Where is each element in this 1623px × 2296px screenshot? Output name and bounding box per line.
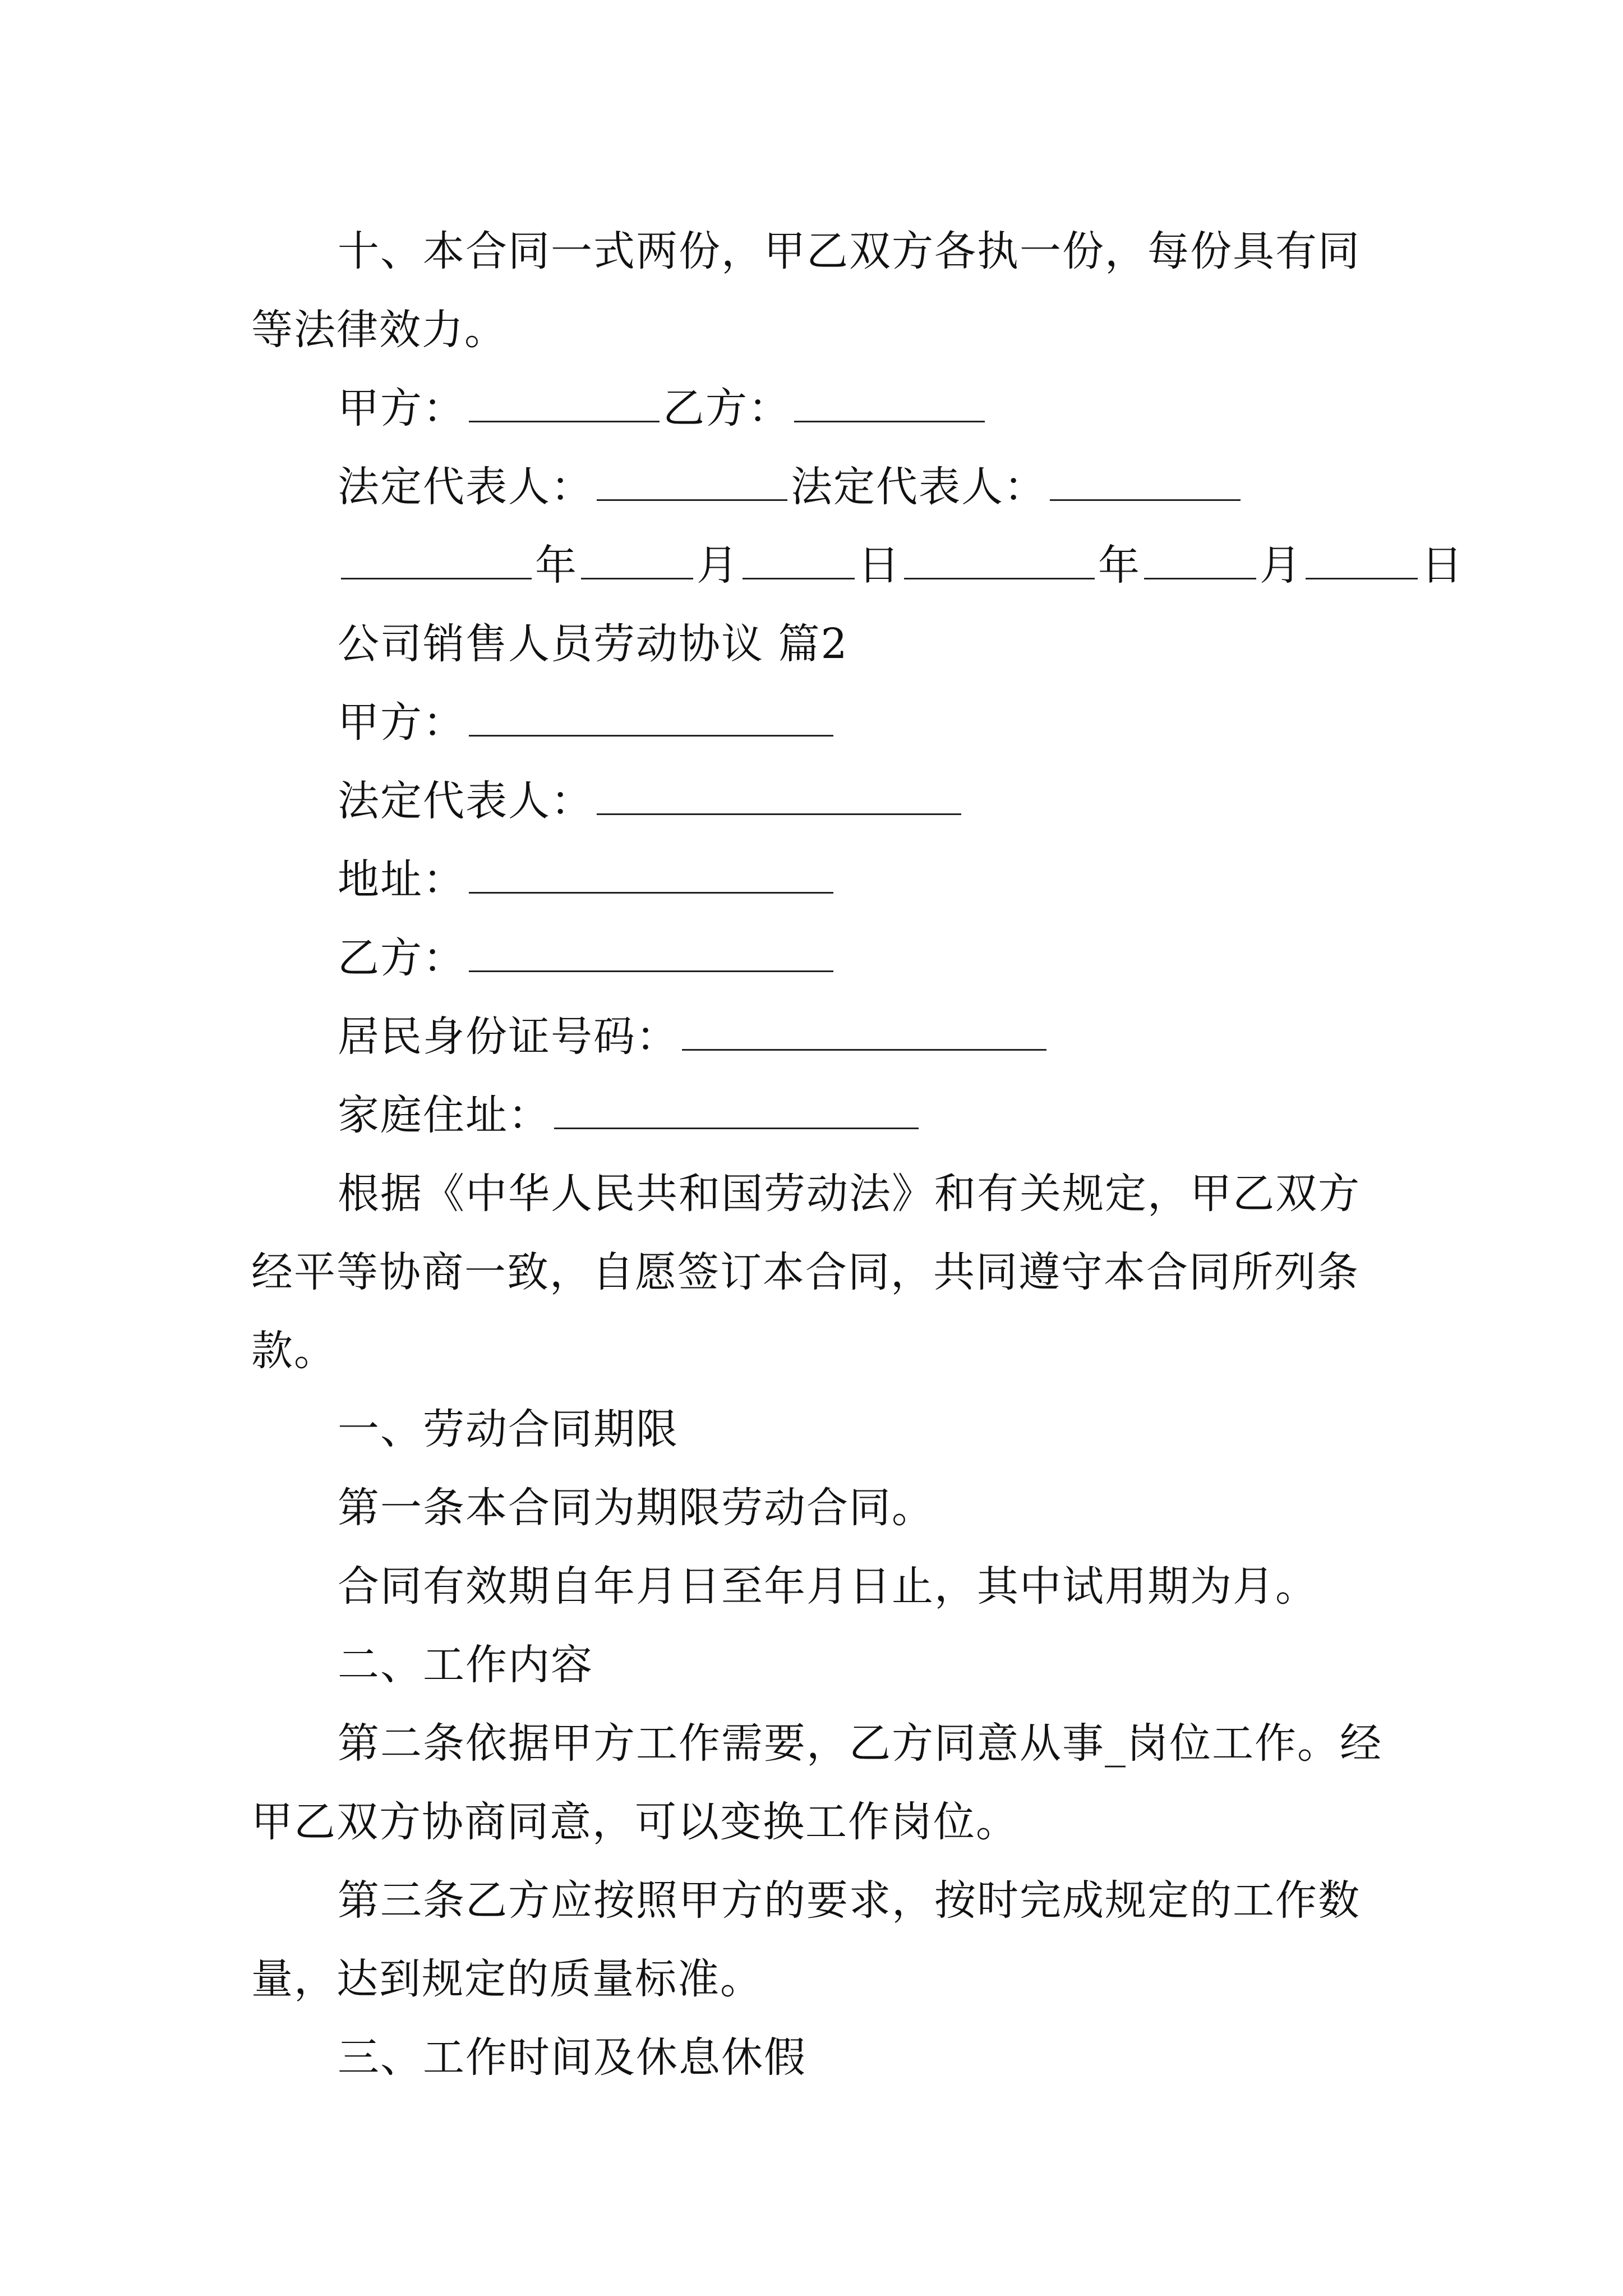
day-b-label: 日	[1421, 541, 1464, 590]
field-blank	[554, 1088, 919, 1129]
signature-rep-row	[251, 448, 1390, 526]
clause-ten: 十、本合同一式两份，甲乙双方各执一份，每份具有同等法律效力。	[251, 227, 1361, 354]
heading-work-hours: 三、工作时间及休息休假	[338, 2033, 806, 2082]
rep-a-blank	[597, 460, 787, 501]
field-home-address	[251, 1076, 1390, 1154]
field-id-number	[251, 997, 1390, 1076]
month-b-label: 月	[1260, 541, 1302, 590]
day-b-blank	[1306, 539, 1418, 579]
heading-work-content: 二、工作内容	[338, 1641, 593, 1689]
day-a-label: 日	[858, 541, 901, 590]
day-a-blank	[743, 539, 855, 579]
party-a-blank	[469, 381, 660, 422]
signature-party-row	[251, 369, 1390, 448]
rep-b-label: 法定代表人：	[791, 463, 1046, 511]
year-b-blank	[904, 539, 1095, 579]
section-title: 公司销售人员劳动协议 篇2	[338, 620, 849, 668]
field-label: 甲方：	[338, 698, 465, 747]
field-legal-rep	[251, 762, 1390, 840]
month-a-label: 月	[697, 541, 739, 590]
article-two: 第二条依据甲方工作需要，乙方同意从事_岗位工作。经甲乙双方协商同意，可以变换工作岗位。	[251, 1719, 1382, 1846]
party-b-label: 乙方：	[663, 384, 791, 432]
year-b-label: 年	[1098, 541, 1141, 590]
field-label: 居民身份证号码：	[338, 1013, 679, 1061]
field-label: 乙方：	[338, 934, 465, 982]
contract-term-text: 合同有效期自年月日至年月日止，其中试用期为月。	[338, 1562, 1318, 1611]
month-b-blank	[1144, 539, 1256, 579]
field-label: 地址：	[338, 855, 465, 904]
field-label: 法定代表人：	[338, 777, 593, 825]
field-label: 家庭住址：	[338, 1091, 551, 1139]
rep-b-blank	[1050, 460, 1241, 501]
field-blank	[682, 1010, 1046, 1051]
field-blank	[469, 853, 833, 894]
article-one: 第一条本合同为期限劳动合同。	[338, 1484, 934, 1532]
year-a-label: 年	[535, 541, 578, 590]
field-address	[251, 840, 1390, 919]
field-blank	[597, 774, 961, 815]
intro-paragraph: 根据《中华人民共和国劳动法》和有关规定，甲乙双方经平等协商一致，自愿签订本合同，共同遵守本合同所列条款。	[251, 1170, 1361, 1375]
document-body	[251, 212, 1464, 2097]
year-a-blank	[341, 539, 532, 579]
article-three: 第三条乙方应按照甲方的要求，按时完成规定的工作数量，达到规定的质量标准。	[251, 1876, 1361, 2003]
signature-date-row	[251, 526, 1464, 605]
field-party-a	[251, 683, 1390, 762]
field-blank	[469, 931, 833, 972]
month-a-blank	[581, 539, 693, 579]
party-b-blank	[794, 381, 985, 422]
party-a-label: 甲方：	[338, 384, 465, 432]
heading-contract-term: 一、劳动合同期限	[338, 1405, 679, 1453]
field-blank	[469, 696, 833, 737]
field-party-b	[251, 919, 1390, 997]
rep-a-label: 法定代表人：	[338, 463, 593, 511]
